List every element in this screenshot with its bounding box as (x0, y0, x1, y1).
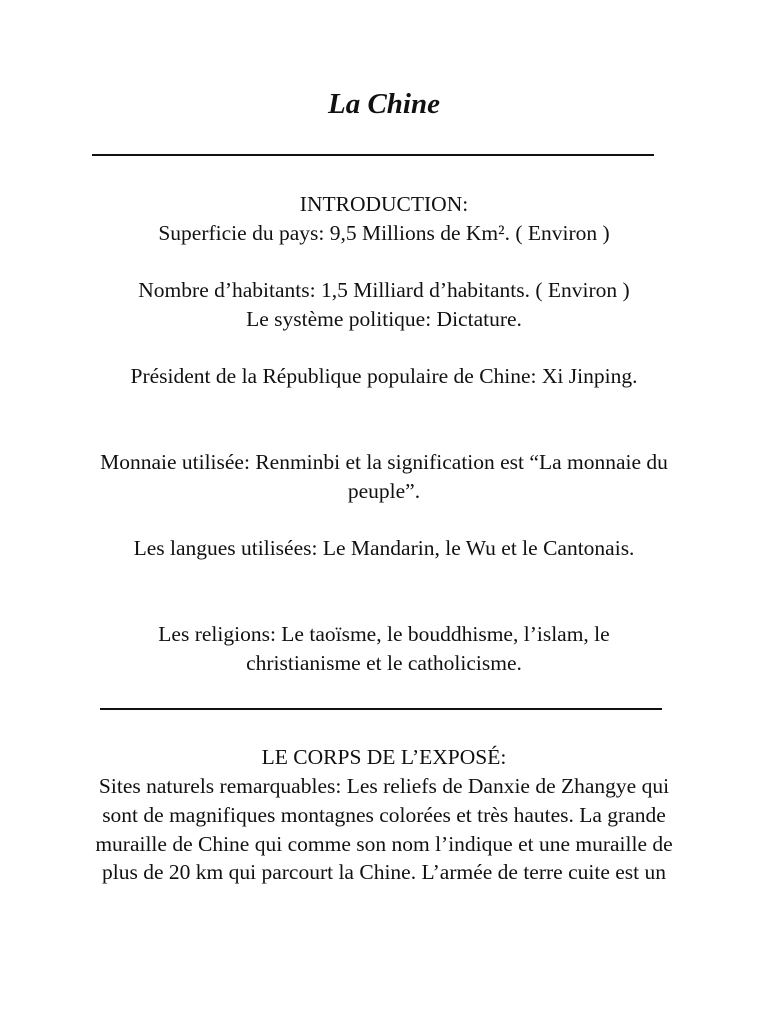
top-divider (92, 154, 654, 156)
intro-heading: INTRODUCTION: (299, 192, 469, 216)
body-heading: LE CORPS DE L’EXPOSÉ: (261, 745, 507, 769)
surface-line: Superficie du pays: 9,5 Millions de Km². ( Environ ) (158, 221, 610, 245)
languages-paragraph: Les langues utilisées: Le Mandarin, le Wu et le Cantonais. (133, 536, 635, 560)
middle-divider (100, 708, 662, 710)
currency-paragraph: Monnaie utilisée: Renminbi et la signification est “La monnaie du peuple”. (100, 450, 668, 503)
president-paragraph: Président de la République populaire de Chine: Xi Jinping. (130, 364, 638, 388)
document-title: La Chine (328, 88, 440, 120)
sites-paragraph: Sites naturels remarquables: Les reliefs de Danxie de Zhangye qui sont de magnifiques montagnes colorées et très hautes. La grande muraille de Chine qui comme son nom l’indique et une muraille de plus de 20 km qui parcourt la Chine. L’armée de terre cuite est un (95, 774, 673, 885)
religions-paragraph: Les religions: Le taoïsme, le bouddhisme, l’islam, le christianisme et le catholicisme. (158, 622, 610, 675)
population-line: Nombre d’habitants: 1,5 Milliard d’habitants. ( Environ ) (138, 278, 630, 302)
politics-line: Le système politique: Dictature. (246, 307, 522, 331)
